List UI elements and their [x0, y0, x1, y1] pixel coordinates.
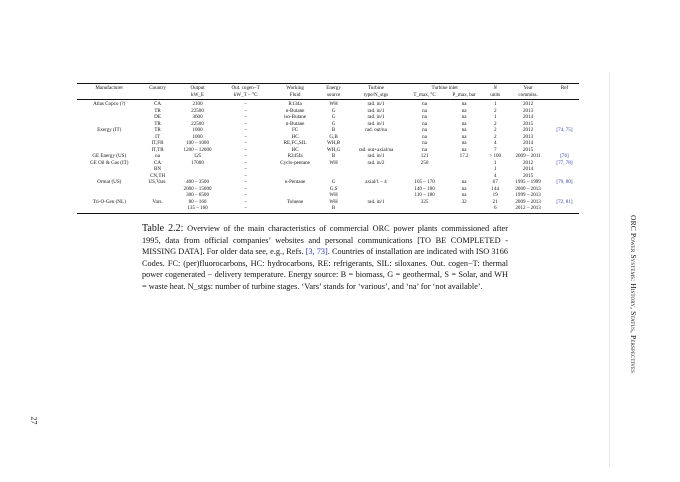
cell-turbine: rad. in/1 — [367, 114, 385, 120]
cell-source: B — [331, 153, 336, 159]
cell-cogen: – — [244, 120, 247, 127]
cell-cogen: – — [244, 172, 247, 179]
cell-output: 80 – 160 — [188, 198, 207, 205]
header-n: N — [484, 84, 506, 92]
cell-pmax: na — [461, 140, 467, 146]
cell-tmax: na — [422, 114, 427, 120]
cell-source: B — [331, 127, 336, 133]
running-head-text: ORC Power Systems: History, Status, Perspectives — [629, 215, 638, 373]
header-energy: Energy — [320, 84, 347, 92]
cell-tmax: 250 — [420, 159, 429, 166]
caption-text-1: Overview of the main characteristics of commercial ORC power plants commissioned after 1995, data from official companies’ websites and personal communications [TO BE COMPLETED - MISSING DATA]. For older data see, e.g., Refs. — [142, 224, 508, 257]
subheader-ref — [550, 92, 579, 100]
cell-units: 7 — [493, 146, 497, 153]
cell-fluid: FC — [291, 127, 299, 133]
cell-country: IT — [155, 133, 160, 140]
cell-fluid — [270, 205, 321, 213]
cell-output: 400 – 3500 — [186, 179, 209, 185]
subheader-fluid: Fluid — [270, 92, 321, 100]
cell-fluid: n-Pentane — [284, 179, 306, 185]
cell-turbine: rad. in/1 — [367, 120, 385, 127]
cell-cogen: – — [244, 153, 247, 159]
cell-source: WH — [329, 101, 338, 107]
cell-year: 2012 — [523, 101, 534, 107]
cell-cogen: – — [244, 140, 247, 146]
cell-output: 22500 — [191, 107, 204, 114]
cell-country: IT,FR — [151, 140, 164, 146]
cell-year: 2009 – 2011 — [515, 153, 541, 159]
cell-source: G,S — [329, 185, 338, 192]
margin-divider — [609, 72, 610, 467]
cell-pmax: 32 — [461, 198, 467, 205]
cell-fluid: n-Butane — [285, 120, 305, 127]
table-body — [77, 100, 579, 214]
cell-pmax: na — [461, 127, 467, 133]
subheader-tmax: T_max, °C — [405, 92, 444, 100]
cell-country: BN — [154, 166, 162, 172]
cell-source: WH,G — [326, 146, 341, 153]
cell-year: 2015 — [523, 146, 534, 153]
cell-country: CA — [154, 159, 162, 166]
cell-country: Vars. — [152, 198, 163, 205]
cell-units: 4 — [493, 140, 497, 146]
cell-fluid: n-Butane — [285, 107, 305, 114]
header-working: Working — [270, 84, 321, 92]
cell-year: 2013 — [523, 107, 534, 114]
cell-year: 2014 — [523, 114, 534, 120]
cell-year: 2009 – 2013 — [515, 198, 541, 205]
cell-fluid: R245fa — [287, 153, 303, 159]
cell-output: 1000 — [192, 127, 203, 133]
page-number-text: 27 — [29, 416, 39, 425]
cell-source: G — [331, 179, 336, 185]
cell-cogen: – — [244, 166, 247, 172]
cell-year: 2014 — [523, 140, 534, 146]
table-caption — [142, 223, 508, 293]
cell-units: 144 — [491, 185, 500, 192]
cell-year: 2015 — [523, 172, 534, 179]
cell-ref[interactable]: [79, 80] — [556, 179, 573, 185]
subheader-pmax: P_max, bar — [444, 92, 484, 100]
cell-tmax: na — [422, 140, 427, 146]
cell-source: WH — [329, 159, 338, 166]
subheader-commiss: commiss. — [506, 92, 550, 100]
cell-ref — [550, 100, 579, 108]
cell-cogen: – — [244, 127, 247, 133]
cell-output: 100 – 1000 — [186, 140, 209, 146]
cell-units: 67 — [492, 179, 498, 185]
cell-output: 1000 — [192, 133, 203, 140]
cell-units: 2 — [493, 133, 497, 140]
cell-cogen: – — [244, 107, 247, 114]
cell-pmax: na — [461, 133, 467, 140]
header-cogen: Out. cogen−T — [221, 84, 269, 92]
cell-country — [142, 205, 174, 213]
cell-ref[interactable]: [77, 78] — [556, 159, 573, 166]
cell-country: CN,TH — [150, 172, 166, 179]
cell-turbine: rad. in/1 — [367, 198, 385, 205]
cell-cogen: – — [244, 179, 247, 185]
cell-output: 17000 — [191, 159, 204, 166]
cell-year: 2014 — [523, 166, 534, 172]
cell-year: 1999 – 2013 — [515, 192, 541, 198]
table-row — [77, 205, 579, 213]
cell-ref[interactable]: [72, 81] — [556, 198, 573, 205]
cell-fluid: HC — [291, 133, 299, 140]
header-country: Country — [142, 84, 174, 92]
cell-cogen: – — [221, 205, 269, 213]
cell-tmax: 325 — [420, 198, 429, 205]
cell-country: CA — [154, 101, 162, 107]
cell-output: 1200 – 12000 — [183, 146, 212, 153]
cell-year: 2000 – 2013 — [515, 185, 541, 192]
header-manufacturer: Manufacturer — [77, 84, 142, 92]
cell-manufacturer: GE Energy (US) — [92, 153, 127, 159]
cell-output: 135 – 160 — [174, 205, 222, 213]
subheader-source: source — [320, 92, 347, 100]
cell-cogen: – — [244, 159, 247, 166]
cell-pmax — [444, 205, 484, 213]
cell-tmax: na — [422, 107, 427, 114]
header-turbine-inlet: Turbine inlet — [405, 84, 484, 92]
cell-tmax — [405, 205, 444, 213]
cell-ref — [550, 205, 579, 213]
cell-turbine: rad. in/1 — [367, 101, 385, 107]
cell-manufacturer: Exergy (IT) — [97, 127, 122, 133]
cell-manufacturer — [77, 205, 142, 213]
cell-ref[interactable]: [76] — [560, 153, 569, 159]
cell-country: IT,TR — [151, 146, 164, 153]
cell-tmax: na — [422, 120, 427, 127]
caption-citation-link[interactable]: [3, 73] — [305, 247, 328, 257]
cell-year: 1995 – 1999 — [515, 179, 541, 185]
cell-cogen: – — [244, 133, 247, 140]
cell-output: 2100 — [192, 101, 203, 107]
cell-units: 4 — [493, 172, 497, 179]
cell-turbine: rad. out+axial/na — [358, 146, 394, 153]
cell-source: WH — [329, 198, 338, 205]
cell-pmax: na — [461, 179, 467, 185]
cell-source: G — [331, 120, 336, 127]
cell-year: 2012 — [523, 127, 534, 133]
cell-turbine: axial/1 – 4 — [365, 179, 387, 185]
cell-cogen: – — [244, 198, 247, 205]
subheader-manufacturer — [77, 92, 142, 100]
cell-units: 1 — [493, 114, 497, 120]
cell-manufacturer: Atlas Copco (?) — [93, 101, 126, 107]
cell-units: 1 — [493, 166, 497, 172]
cell-tmax: 121 — [420, 153, 429, 159]
subheader-units: units — [484, 92, 506, 100]
subheader-output: kW_E — [174, 92, 222, 100]
cell-cogen: – — [244, 192, 247, 198]
cell-pmax: na — [461, 185, 467, 192]
cell-source: WH,B — [327, 140, 341, 146]
cell-units: 1 — [493, 101, 497, 107]
cell-tmax: na — [422, 127, 427, 133]
cell-pmax: na — [461, 107, 467, 114]
cell-pmax: na — [461, 192, 467, 198]
cell-turbine: rad. out/na — [365, 127, 387, 133]
cell-cogen: – — [244, 101, 247, 107]
caption-text-2: . Countries of installation are indicated with ISO 3166 Codes. FC: (per)fluorocarbons, HC: hydrocarbons, RE: refrigerants, SIL: siloxanes. Out. cogen−T: thermal power cogenerated − delivery temperature. Energy source: B = biomass, G = geothermal, S = Solar, and WH = waste heat. N_stgs: number of turbine stages. ‘Vars’ stands for ‘various’, and ‘na’ for ‘not available’. — [142, 247, 508, 291]
cell-manufacturer: Tri-O-Gen (NL) — [92, 198, 126, 205]
page-number — [28, 418, 40, 432]
table-header-row-2 — [77, 92, 579, 100]
cell-ref[interactable]: [74, 75] — [556, 127, 573, 133]
cell-pmax: na — [461, 120, 467, 127]
cell-units: 2 — [493, 127, 497, 133]
cell-units: 21 — [492, 198, 498, 205]
cell-tmax: na — [422, 146, 427, 153]
running-head — [624, 215, 640, 435]
cell-source: G — [331, 114, 336, 120]
subheader-cogen: kW_T − °C — [221, 92, 269, 100]
cell-country: TR — [154, 107, 161, 114]
cell-country: US,Vars. — [148, 179, 167, 185]
cell-manufacturer: GE Oil & Gas (IT) — [90, 159, 129, 166]
cell-year: 2012 — [523, 159, 534, 166]
cell-fluid: RE,FC,SIL — [283, 140, 307, 146]
caption-label: Table 2.2: — [142, 223, 184, 234]
cell-fluid: iso-Butane — [284, 114, 307, 120]
cell-country: TR — [154, 127, 161, 133]
cell-tmax: 105 – 170 — [414, 179, 435, 185]
cell-turbine — [347, 205, 405, 213]
cell-source: B — [320, 205, 347, 213]
header-turbine: Turbine — [347, 84, 405, 92]
cell-turbine: rad. in/2 — [367, 159, 385, 166]
cell-year: 2013 — [523, 133, 534, 140]
cell-tmax: 110 – 180 — [414, 192, 435, 198]
header-year: Year — [506, 84, 550, 92]
cell-pmax: na — [461, 101, 467, 107]
cell-country: DE — [154, 114, 161, 120]
orc-plants-table-container — [77, 83, 579, 214]
cell-fluid: R134a — [288, 101, 302, 107]
cell-source: G,B — [329, 133, 338, 140]
cell-country: TR — [154, 120, 161, 127]
cell-pmax: na — [461, 114, 467, 120]
cell-units: 19 — [492, 192, 498, 198]
cell-year: 2012 – 2013 — [506, 205, 550, 213]
header-ref: Ref — [550, 84, 579, 92]
cell-fluid: Cyclo-pentane — [280, 159, 310, 166]
orc-plants-table — [77, 83, 579, 214]
subheader-country — [142, 92, 174, 100]
cell-cogen: – — [244, 114, 247, 120]
cell-units: 2 — [493, 120, 497, 127]
cell-units: > 100 — [489, 153, 502, 159]
cell-output: 300 – 6500 — [186, 192, 209, 198]
cell-year: 2015 — [523, 120, 534, 127]
header-output: Output — [174, 84, 222, 92]
cell-cogen: – — [244, 185, 247, 192]
cell-pmax: na — [461, 146, 467, 153]
cell-manufacturer: Ormat (US) — [97, 179, 122, 185]
cell-turbine: rad. in/1 — [367, 107, 385, 114]
cell-units: 1 — [493, 159, 497, 166]
cell-output: 3600 — [192, 114, 203, 120]
cell-tmax: na — [422, 133, 427, 140]
cell-units: 2 — [493, 107, 497, 114]
table-row — [77, 100, 579, 108]
cell-turbine: rad. in/1 — [367, 153, 385, 159]
cell-pmax: 17.2 — [459, 153, 469, 159]
cell-tmax: 140 – 180 — [414, 185, 435, 192]
cell-output: 2000 – 15000 — [183, 185, 212, 192]
cell-cogen: – — [244, 146, 247, 153]
cell-source: WH — [329, 192, 338, 198]
subheader-turbine-type: type/N_stgs — [347, 92, 405, 100]
cell-country: na — [155, 153, 160, 159]
cell-units: 6 — [484, 205, 506, 213]
cell-output: 22500 — [191, 120, 204, 127]
cell-tmax: na — [422, 101, 427, 107]
cell-source: G — [331, 107, 336, 114]
table-header-row-1 — [77, 84, 579, 92]
cell-output: 125 — [193, 153, 202, 159]
cell-fluid: HC — [291, 146, 299, 153]
cell-fluid: Toluene — [286, 198, 304, 205]
